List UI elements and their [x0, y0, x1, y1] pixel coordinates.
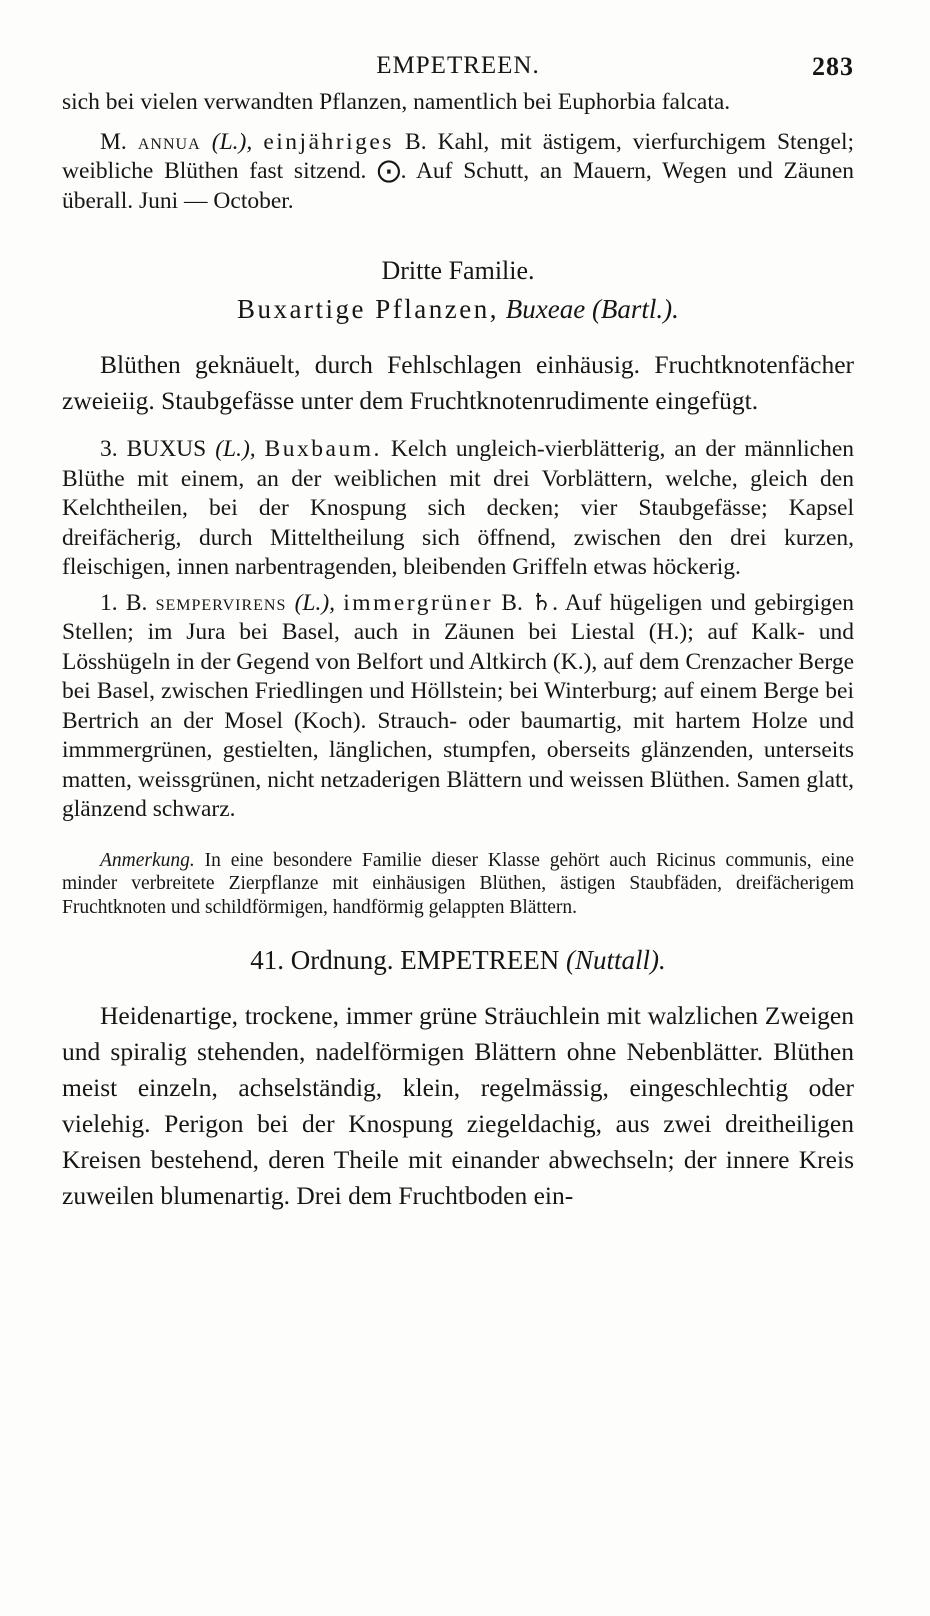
- species-lead: 1. B.: [100, 589, 148, 616]
- species-common-name: immergrüner: [343, 589, 494, 616]
- family-description: Blüthen geknäuelt, durch Fehlschlagen einhäusig. Fruchtknotenfächer zweieiig. Staubgefässe unter dem Fruchtknotenrudimente eingefügt.: [62, 350, 854, 415]
- note-text: In eine besondere Familie dieser Klasse gehört auch Ricinus communis, eine minder verbreitete Zierpflanze mit einhäusigen Blüthen, ästigen Staubfäden, dreifächerigem Fruchtknoten und schildförmigen, handförmig gelappten Blättern.: [62, 849, 854, 918]
- species-annua: [62, 128, 854, 217]
- genus-common-name: Buxbaum.: [264, 436, 382, 462]
- species-description: B. ♄. Auf hügeligen und gebirgigen Stellen; im Jura bei Basel, auch in Zäunen bei Liestal (H.); auf Kalk- und Lösshügeln in der Gegend von Belfort und Altkirch (K.), auf dem Crenzacher Berge bei Basel, zwischen Friedlingen und Höllstein; bei Winterburg; auf einem Berge bei Bertrich an der Mosel (Koch). Strauch- oder baumartig, mit hartem Holze und immmergrünen, gestielten, länglichen, stumpfen, oberseits glänzenden, unterseits matten, weissgrünen, nicht netzaderigen Blättern und weissen Blüthen. Samen glatt, glänzend schwarz.: [62, 589, 855, 822]
- genus-lead: 3. BUXUS: [100, 436, 207, 462]
- order-description: Heidenartige, trockene, immer grüne Sträuchlein mit walzlichen Zweigen und spiralig stehenden, nadelförmigen Blättern ohne Nebenblätter. Blüthen meist einzeln, achselständig, klein, regelmässig, eingeschlechtig oder vielehig. Perigon bei der Knospung ziegeldachig, aus zwei dreitheiligen Kreisen bestehend, deren Theile mit einander abwechseln; der innere Kreis zuweilen blumenartig. Drei dem Fruchtboden ein-: [62, 1001, 854, 1210]
- family-authority: (Bartl.).: [591, 294, 679, 324]
- species-common-name: einjähriges: [263, 128, 394, 155]
- page-number: 283: [812, 52, 854, 81]
- continuation-paragraph: sich bei vielen verwandten Pflanzen, namentlich bei Euphorbia falcata.: [62, 89, 731, 115]
- family-heading: [62, 294, 854, 325]
- book-page: [62, 48, 854, 1214]
- species-name: annua: [137, 128, 201, 155]
- family-latin: Buxeae: [505, 294, 586, 324]
- species-name: sempervirens: [155, 589, 287, 616]
- species-authority: (L.),: [294, 589, 336, 616]
- species-authority: (L.),: [211, 128, 253, 155]
- order-heading: [62, 945, 854, 976]
- genus-buxus: [62, 435, 854, 583]
- family-name: Buxartige Pflanzen,: [237, 294, 499, 324]
- species-sempervirens: [62, 589, 854, 825]
- running-head: [62, 48, 854, 88]
- genus-authority: (L.),: [215, 436, 256, 462]
- genus-description: Kelch ungleich-vierblätterig, an der männlichen Blüthe mit einem, an der weiblichen mit drei Vorblättern, welche, gleich den Kelchtheilen, bei der Knospung sich decken; vier Staubgefässe; Kapsel dreifächerig, durch Mitteltheilung sich öffnend, zwischen den drei kurzen, fleischigen, innen narbentragenden, bleibenden Griffeln etwas höckerig.: [62, 436, 855, 580]
- species-description: B. Kahl, mit ästigem, vierfurchigem Stengel; weibliche Blüthen fast sitzend. ⨀. Auf Schutt, an Mauern, Wegen und Zäunen überall. Juni — October.: [62, 128, 855, 214]
- order-title: 41. Ordnung. EMPETREEN: [250, 945, 560, 975]
- family-ordinal: Dritte Familie.: [381, 256, 535, 285]
- note-label: Anmerkung.: [100, 849, 195, 871]
- annotation-note: [62, 849, 854, 920]
- species-lead: M.: [100, 128, 127, 155]
- order-authority: (Nuttall).: [565, 945, 666, 975]
- running-head-title: EMPETREEN.: [376, 52, 540, 79]
